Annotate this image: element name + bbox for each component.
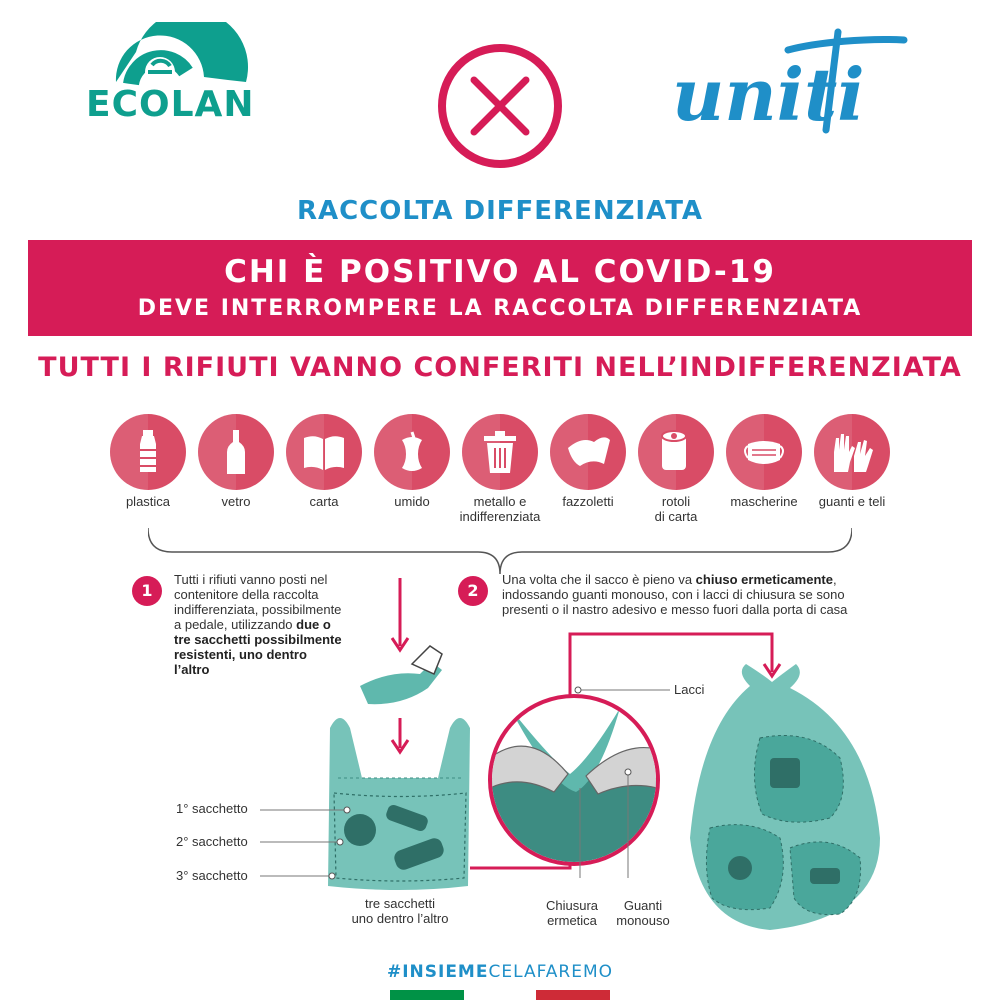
- waste-item-carta: [282, 414, 366, 509]
- bag-caption: tre sacchetti uno dentro l’altro: [351, 896, 449, 926]
- headline: TUTTI I RIFIUTI VANNO CONFERITI NELL’INDIFFERENZIATA: [38, 352, 962, 383]
- step-2-text: Una volta che il sacco è pieno va chiuso ermeticamente, indossando guanti monouso, con i lacci di chiusura se sono presenti o il nastro adesivo e messo fuori dalla porta di casa: [502, 572, 848, 617]
- bag-illustration: [150, 578, 910, 950]
- ecolan-wordmark: ECOLAN: [86, 84, 255, 125]
- waste-item-guanti: [810, 414, 894, 509]
- waste-label: umido: [394, 494, 430, 509]
- waste-item-umido: [370, 414, 454, 509]
- apple-core-icon: [388, 428, 436, 476]
- flag-green-band: [390, 990, 464, 1000]
- prohibition-icon: [436, 42, 564, 170]
- banner-line-1: CHI È POSITIVO AL COVID-19: [224, 254, 776, 290]
- label-third-bag: 3° sacchetto: [176, 868, 248, 883]
- tissue-icon: [564, 428, 612, 476]
- mask-icon: [740, 428, 788, 476]
- trash-bin-icon: [476, 428, 524, 476]
- grouping-brace: [148, 508, 852, 578]
- label-lacci: Lacci: [674, 682, 705, 697]
- waste-item-plastica: [106, 414, 190, 509]
- hashtag: #INSIEMECELAFAREMO: [386, 962, 614, 982]
- step-2-badge: 2: [458, 576, 488, 606]
- waste-label: plastica: [125, 494, 171, 509]
- banner-line-2: DEVE INTERROMPERE LA RACCOLTA DIFFERENZIATA: [137, 296, 863, 321]
- label-guanti: Guanti monouso: [616, 898, 670, 928]
- step-1-badge: 1: [132, 576, 162, 606]
- waste-item-vetro: [194, 414, 278, 509]
- waste-label: mascherine: [730, 494, 798, 509]
- step-1-text: Tutti i rifiuti vanno posti nel contenitore della raccolta indifferenziata, possibilmente a pedale, utilizzando due o tre sacchetti possibilmente resistenti, uno dentro l’altro: [174, 572, 342, 677]
- label-chiusura: Chiusura ermetica: [545, 898, 599, 928]
- waste-item-mascherine: [722, 414, 806, 509]
- waste-item-fazzoletti: [546, 414, 630, 509]
- book-icon: [300, 428, 348, 476]
- uniti-wordmark: uniti: [672, 52, 865, 137]
- glass-bottle-icon: [212, 428, 260, 476]
- label-first-bag: 1° sacchetto: [176, 801, 248, 816]
- waste-label: carta: [309, 494, 339, 509]
- warning-banner: [28, 240, 972, 336]
- label-second-bag: 2° sacchetto: [176, 834, 248, 849]
- bottle-icon: [124, 428, 172, 476]
- paper-roll-icon: [652, 428, 700, 476]
- waste-label: fazzoletti: [562, 494, 614, 509]
- uniti-logo: [668, 20, 908, 150]
- flag-red-band: [536, 990, 610, 1000]
- waste-label: guanti e teli: [818, 494, 886, 509]
- waste-label: vetro: [221, 494, 251, 509]
- waste-label: metallo e indifferenziata: [459, 494, 541, 524]
- subtitle: RACCOLTA DIFFERENZIATA: [296, 196, 704, 226]
- gloves-icon: [828, 428, 876, 476]
- waste-label: rotoli di carta: [654, 494, 698, 524]
